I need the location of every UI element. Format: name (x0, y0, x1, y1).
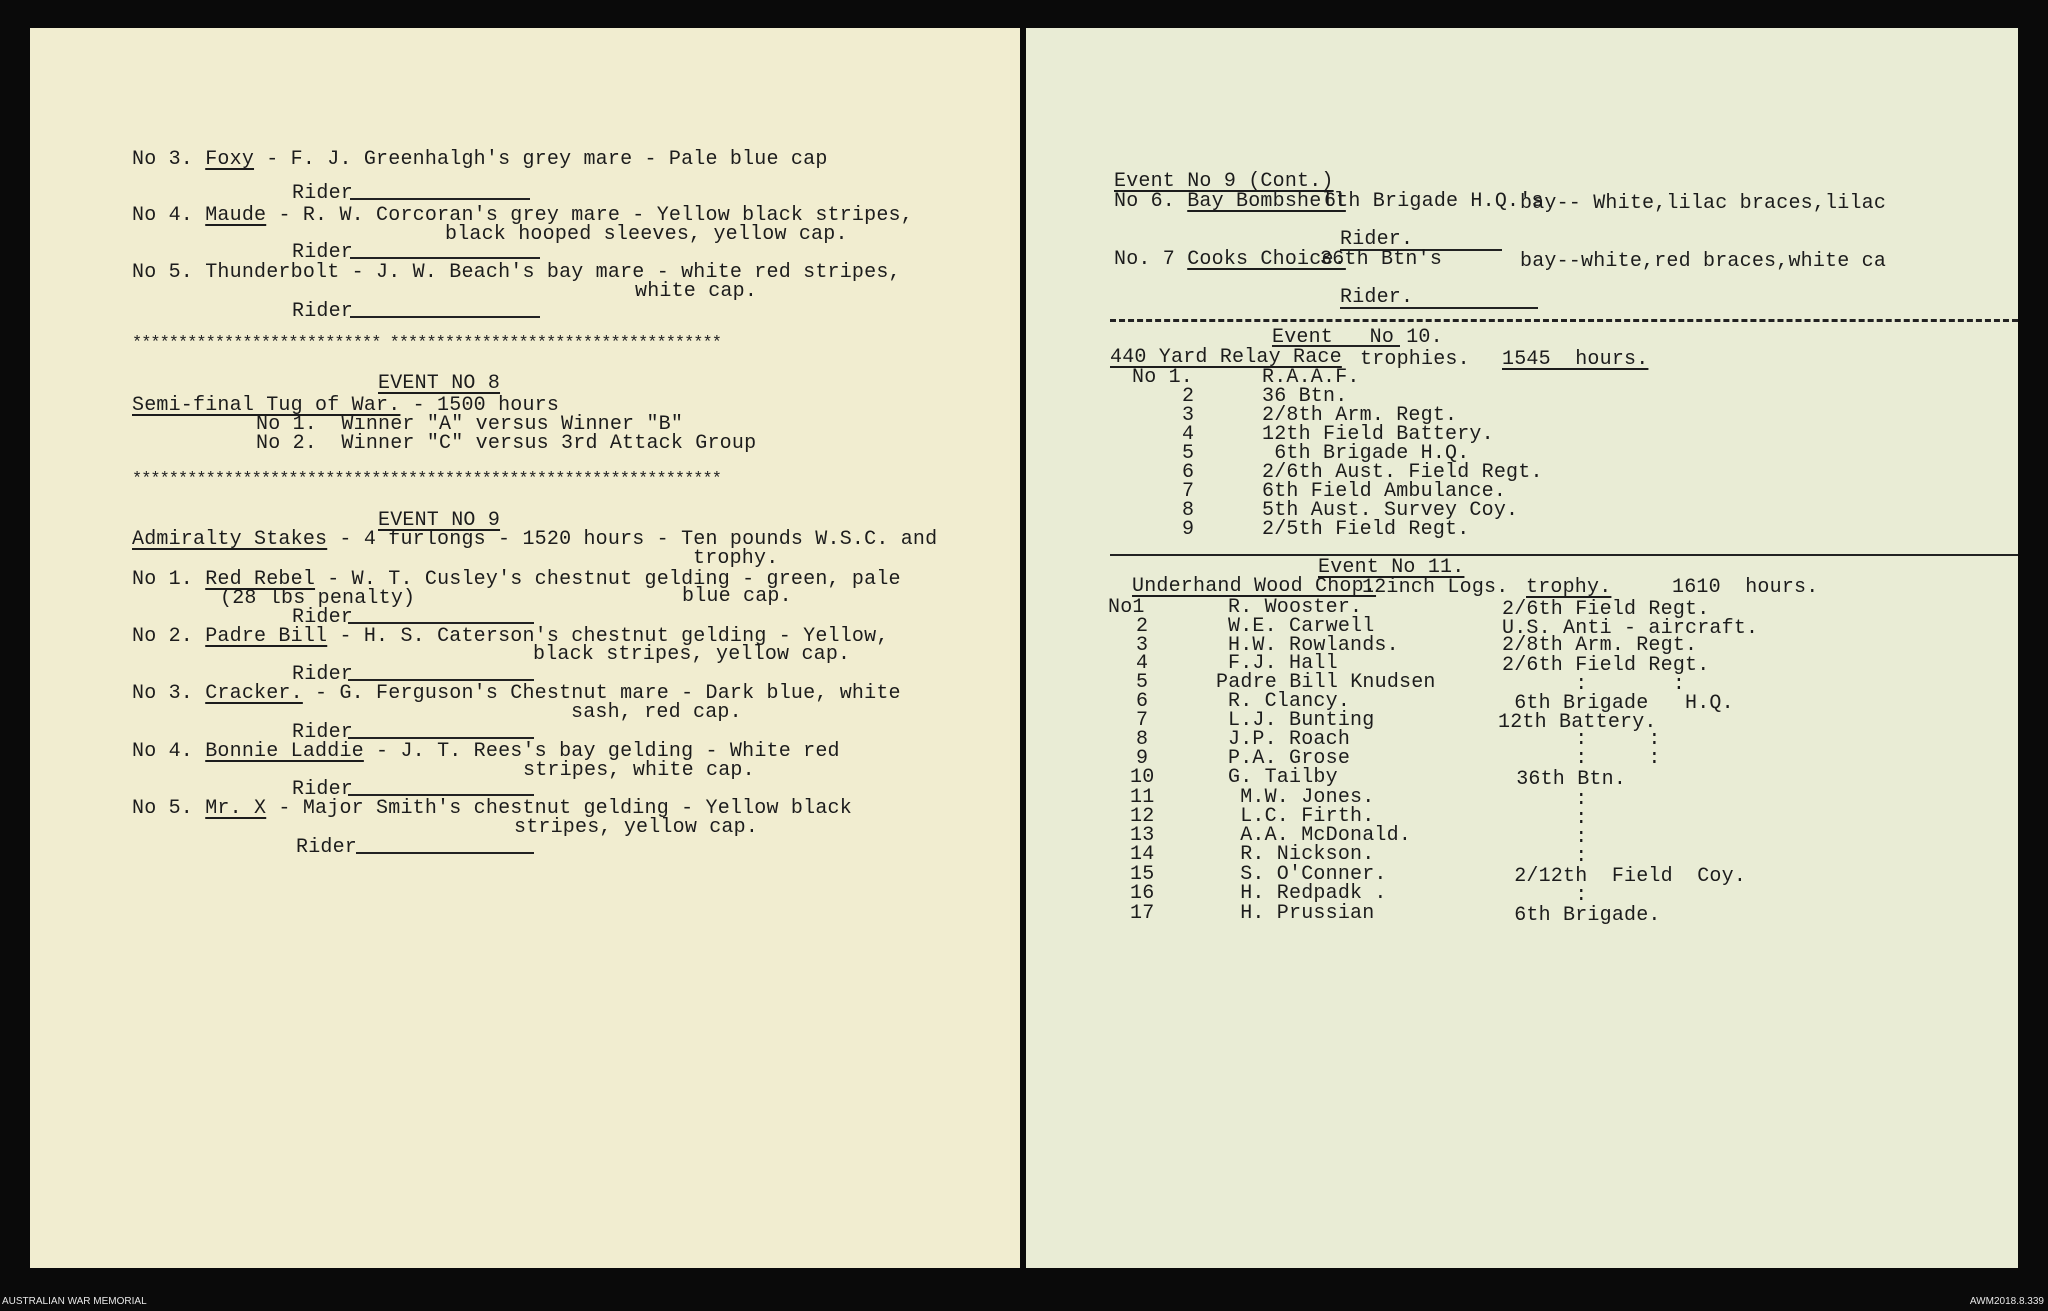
entrant-unit: 36th Btn. (1504, 768, 1627, 791)
entrant-unit: : : (1502, 728, 1661, 751)
entrant-name: P.A. Grose (1228, 747, 1351, 770)
entry-thunderbolt (132, 261, 901, 285)
rider-label: Rider (292, 663, 354, 686)
event-title: Underhand Wood Chop. (1132, 575, 1377, 598)
team-number: 4 (1182, 423, 1195, 446)
team-number: 8 (1182, 499, 1195, 522)
horse-description: Thunderbolt - J. W. Beach's bay mare - white red stripes, (205, 261, 901, 284)
entrant-name: F.J. Hall (1228, 652, 1338, 675)
rider-blank-line (348, 679, 534, 681)
entry-colors: bay-- White,lilac braces,lilac (1520, 192, 1887, 215)
team-number: No 1. (1132, 366, 1194, 389)
horse-description: - R. W. Corcoran's grey mare - Yellow black stripes, (278, 204, 913, 227)
rider-blank-line (350, 316, 540, 318)
entrant-number: 14 (1130, 843, 1155, 866)
entrant-unit: 2/6th Field Regt. (1502, 598, 1710, 621)
entrant-number: 12 (1130, 805, 1155, 828)
team-number: 5 (1182, 442, 1195, 465)
horse-name: Cooks Choice. (1187, 248, 1346, 271)
entrant-name: L.C. Firth. (1228, 805, 1375, 828)
entrant-unit: 12th Battery. (1498, 711, 1657, 734)
entrant-name: H.W. Rowlands. (1228, 634, 1399, 657)
entrant-number: 15 (1130, 863, 1155, 886)
team-name: 5th Aust. Survey Coy. (1262, 499, 1519, 522)
team-name: 2/8th Arm. Regt. (1262, 404, 1458, 427)
entrant-name: R. Clancy. (1228, 690, 1351, 713)
footer-source: AUSTRALIAN WAR MEMORIAL (2, 1296, 147, 1307)
entrant-name: L.J. Bunting (1228, 709, 1375, 732)
entrant-number: 17 (1130, 902, 1155, 925)
entrant-number: 8 (1136, 728, 1149, 751)
horse-description-cont: black stripes, yellow cap. (533, 643, 851, 666)
entry-number: No 4. (132, 740, 194, 763)
asterisk-divider: **************************************************************** (132, 470, 721, 489)
entrant-unit: U.S. Anti - aircraft. (1502, 617, 1759, 640)
entry-bay-bombshell (1114, 190, 1346, 214)
entrant-name: W.E. Carwell (1228, 615, 1375, 638)
horse-name: Bay Bombshell (1187, 190, 1346, 213)
event-heading: Event No 11. (1318, 556, 1465, 579)
horse-description-cont: black hooped sleeves, yellow cap. (445, 223, 848, 246)
rider-label: Rider (292, 241, 354, 264)
team-number: 6 (1182, 461, 1195, 484)
rider-blank-line (348, 737, 534, 739)
team-number: 9 (1182, 518, 1195, 541)
horse-description: - Major Smith's chestnut gelding - Yellow black (266, 797, 852, 820)
team-number: 2 (1182, 385, 1195, 408)
rider-label: Rider (292, 606, 354, 629)
event-title: 440 Yard Relay Race (1110, 346, 1342, 369)
entrant-number: 7 (1136, 709, 1149, 732)
entrant-name: A.A. McDonald. (1228, 824, 1412, 847)
entrant-name: H. Prussian (1228, 902, 1375, 925)
team-name: 2/6th Aust. Field Regt. (1262, 461, 1543, 484)
right-page (1026, 28, 2018, 1268)
entry-cracker (132, 682, 901, 706)
horse-description-cont: sash, red cap. (571, 701, 742, 724)
team-name: 6th Brigade H.Q. (1262, 442, 1470, 465)
entrant-unit: : (1502, 826, 1588, 849)
rider-blank-line (348, 794, 534, 796)
entrant-number: 6 (1136, 690, 1149, 713)
entrant-unit: 2/6th Field Regt. (1502, 654, 1710, 677)
team-name: 6th Field Ambulance. (1262, 480, 1507, 503)
rider-blank-line (350, 198, 530, 200)
entrant-name: J.P. Roach (1228, 728, 1351, 751)
rider-label: Rider. (1340, 228, 1414, 251)
entrant-number: 5 (1136, 671, 1149, 694)
rider-blank-line (348, 622, 534, 624)
entry-number: No 3. (132, 682, 194, 705)
event-details: - 4 furlongs - 1520 hours - Ten pounds W.S.C. and (327, 528, 938, 551)
entrant-unit: 2/12th Field Coy. (1502, 865, 1747, 888)
horse-description-cont: white cap. (635, 280, 758, 303)
entrant-unit: 2/8th Arm. Regt. (1502, 634, 1698, 657)
solid-divider (1110, 554, 2018, 556)
entrant-unit: : (1502, 845, 1588, 868)
entry-number: No 5. (132, 797, 194, 820)
entry-number: No 2. (132, 625, 194, 648)
entrant-unit: : (1502, 788, 1588, 811)
entrant-unit: : : (1502, 747, 1661, 770)
horse-description: - J. T. Rees's bay gelding - White red (363, 740, 840, 763)
rider-label: Rider (292, 778, 354, 801)
entrant-name: Padre Bill Knudsen (1216, 671, 1436, 694)
entrant-name: M.W. Jones. (1228, 786, 1375, 809)
entrant-number: 3 (1136, 634, 1149, 657)
rider-label: Rider (292, 721, 354, 744)
left-page (30, 28, 1020, 1268)
horse-description-cont: blue cap. (682, 585, 792, 608)
team-name: 12th Field Battery. (1262, 423, 1494, 446)
team-number: 7 (1182, 480, 1195, 503)
horse-name: Bonnie Laddie (205, 740, 364, 763)
entrant-number: 13 (1130, 824, 1155, 847)
entry-unit: 36th Btn's (1320, 248, 1443, 271)
entrant-number: No1 (1108, 596, 1145, 619)
rider-label: Rider (296, 836, 358, 859)
entrant-number: 10 (1130, 766, 1155, 789)
event-time: 1545 hours. (1502, 348, 1649, 371)
event-heading: Event No 10. (1272, 326, 1443, 349)
entrant-number: 16 (1130, 882, 1155, 905)
event-prize: trophies. (1360, 348, 1470, 371)
event-heading: EVENT NO 9 (378, 509, 501, 532)
entrant-unit: : : (1502, 673, 1686, 696)
entry-colors: bay--white,red braces,white ca (1520, 250, 1887, 273)
entrant-unit: : (1502, 807, 1588, 830)
match-line: No 2. Winner "C" versus 3rd Attack Group (256, 432, 757, 455)
rider-blank-line (1340, 307, 1538, 309)
rider-blank-line (350, 257, 540, 259)
dashed-divider (1110, 319, 2018, 322)
rider-label: Rider (292, 182, 354, 205)
horse-name: Padre Bill (205, 625, 328, 648)
event-details-cont: trophy. (693, 547, 779, 570)
team-name: 36 Btn. (1262, 385, 1348, 408)
entry-number: No. 7 (1114, 248, 1176, 271)
horse-description-cont: stripes, white cap. (523, 759, 755, 782)
entry-cooks-choice (1114, 248, 1346, 272)
horse-description: - W. T. Cusley's chestnut gelding - green, pale (315, 568, 901, 591)
entry-number: No 4. (132, 204, 194, 227)
event-prize: trophy. (1526, 576, 1612, 599)
rider-label: Rider. (1340, 286, 1414, 309)
entry-foxy (132, 148, 828, 172)
event-heading: Event No 9 (Cont.) (1114, 170, 1334, 193)
horse-name: Red Rebel (205, 568, 316, 591)
rider-blank-line (356, 852, 534, 854)
footer-catalog-number: AWM2018.8.339 (1969, 1296, 2044, 1307)
horse-description-cont: stripes, yellow cap. (514, 816, 759, 839)
team-name: 2/5th Field Regt. (1262, 518, 1470, 541)
event-time: - 1500 hours (400, 394, 560, 417)
event-time: 1610 hours. (1672, 576, 1819, 599)
entry-number: No 3. (132, 148, 194, 171)
entrant-name: R. Wooster. (1228, 596, 1363, 619)
horse-name: Cracker. (205, 682, 303, 705)
entrant-unit: 6th Brigade. (1502, 904, 1661, 927)
entrant-unit: : (1502, 884, 1588, 907)
event-title-underlined: Admiralty Stakes (132, 528, 328, 551)
team-name: R.A.A.F. (1262, 366, 1360, 389)
entrant-number: 4 (1136, 652, 1149, 675)
entrant-number: 2 (1136, 615, 1149, 638)
event-logs: 12inch Logs. (1362, 576, 1509, 599)
horse-description: - G. Ferguson's Chestnut mare - Dark blue, white (302, 682, 901, 705)
horse-name: Maude (205, 204, 267, 227)
event-heading: EVENT NO 8 (378, 372, 501, 395)
match-line: No 1. Winner "A" versus Winner "B" (256, 413, 684, 436)
event-title (132, 528, 937, 552)
entry-number: No 6. (1114, 190, 1176, 213)
entrant-name: G. Tailby (1228, 766, 1338, 789)
entry-number: No 5. (132, 261, 194, 284)
entrant-name: H. Redpadk . (1228, 882, 1387, 905)
penalty-note: (28 lbs penalty) (220, 587, 416, 610)
team-number: 3 (1182, 404, 1195, 427)
entrant-number: 9 (1136, 747, 1149, 770)
entrant-name: S. O'Conner. (1228, 863, 1387, 886)
entrant-unit: 6th Brigade H.Q. (1502, 692, 1734, 715)
entrant-number: 11 (1130, 786, 1155, 809)
horse-name: Mr. X (205, 797, 267, 820)
entrant-name: R. Nickson. (1228, 843, 1375, 866)
rider-label: Rider (292, 300, 354, 323)
horse-description: - F. J. Greenhalgh's grey mare - Pale blue cap (266, 148, 828, 171)
asterisk-divider: *************************** ************************************ (132, 334, 721, 353)
event-title-underlined: Semi-final Tug of War. (132, 394, 401, 417)
horse-description: - H. S. Caterson's chestnut gelding - Yellow, (327, 625, 889, 648)
horse-name: Foxy (205, 148, 255, 171)
entry-number: No 1. (132, 568, 194, 591)
entry-unit: 6th Brigade H.Q.'s (1324, 190, 1544, 213)
